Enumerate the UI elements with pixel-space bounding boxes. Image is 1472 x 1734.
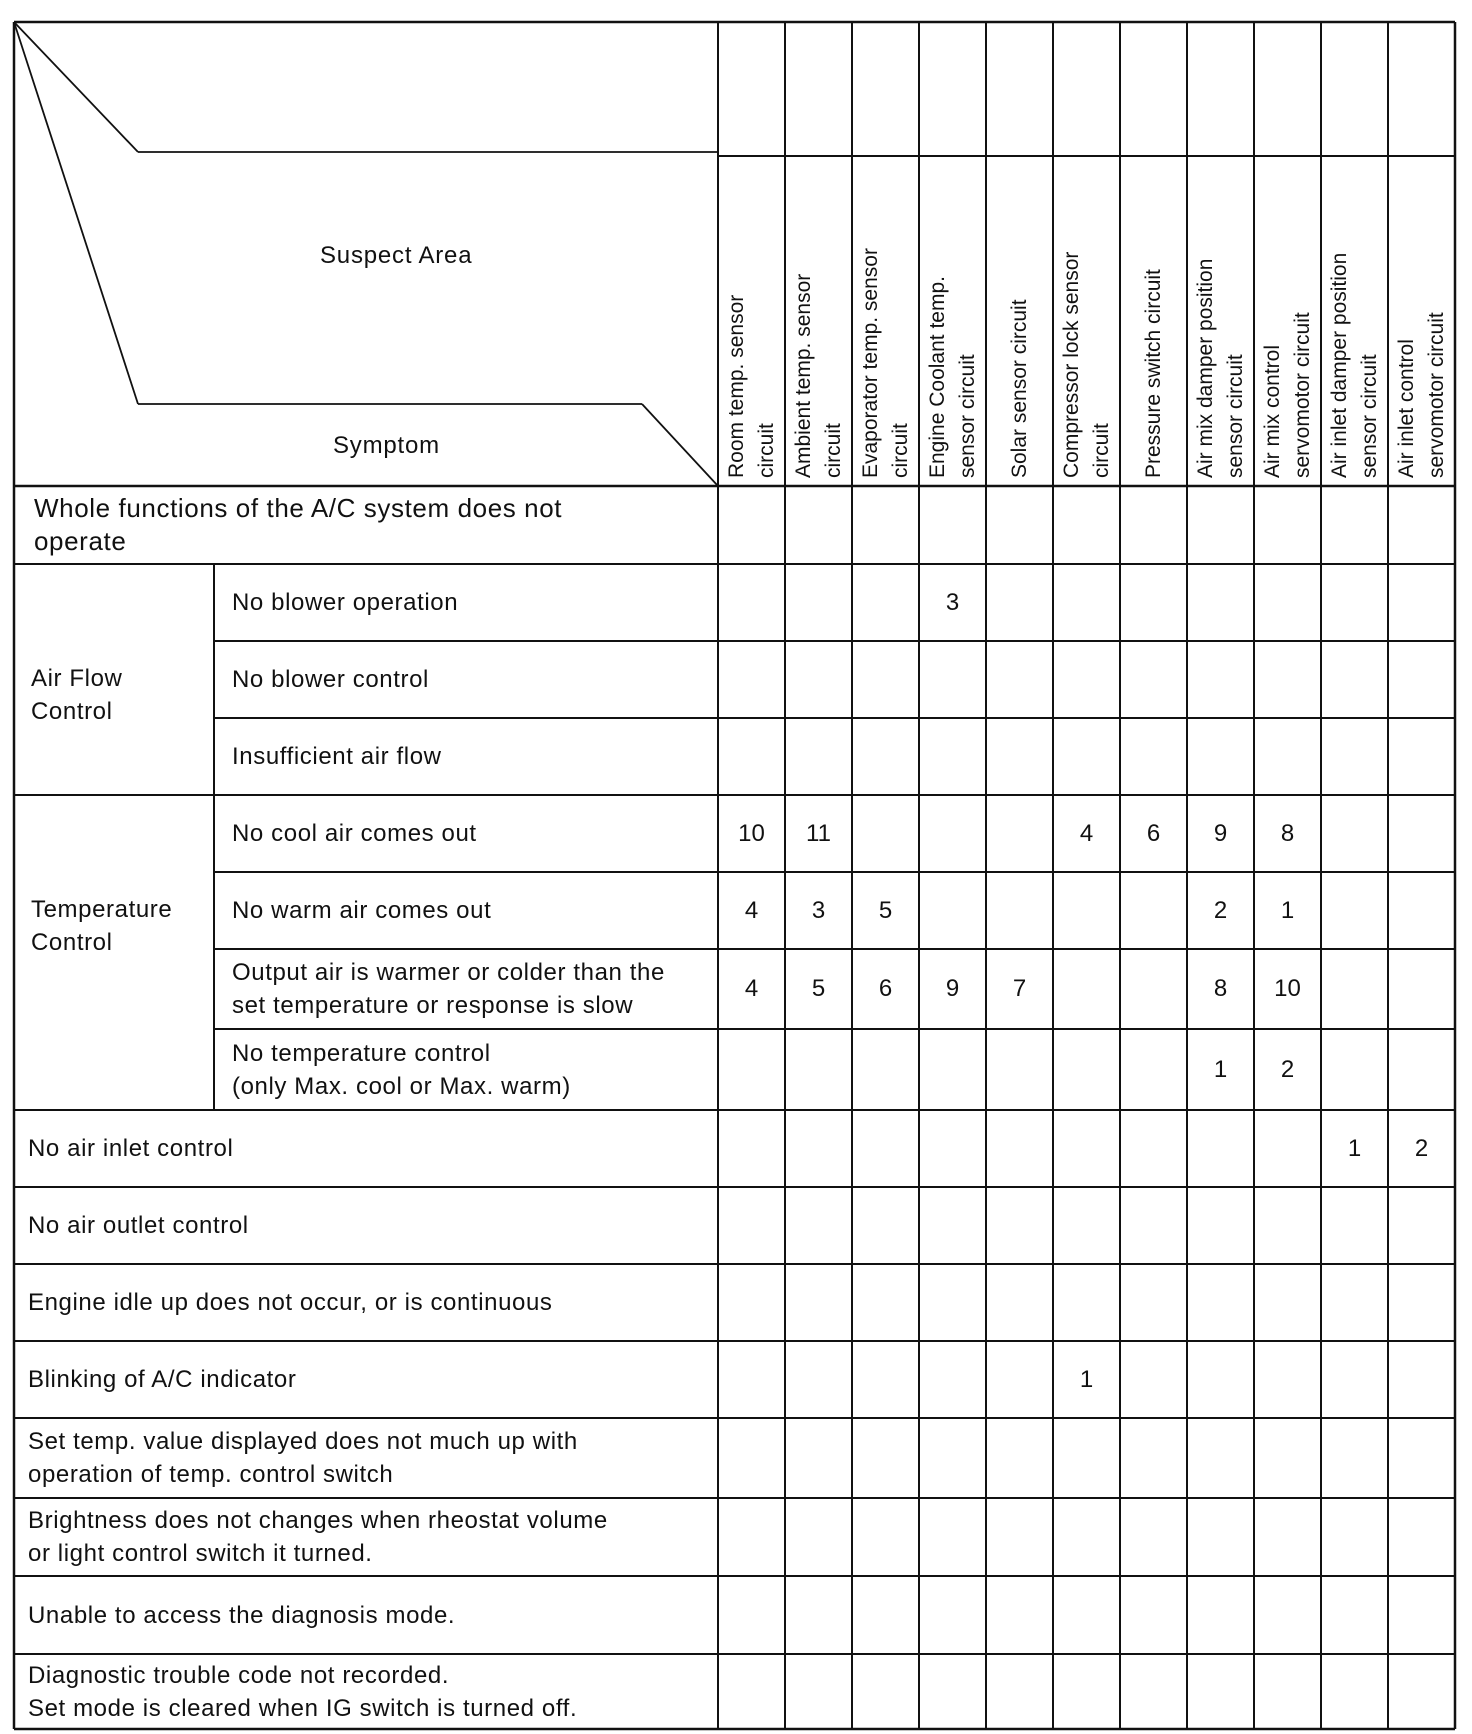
symptom-cell: No air outlet control xyxy=(28,1212,249,1239)
column-header: Air inlet damper position sensor circuit xyxy=(1327,252,1381,478)
priority-value: 1 xyxy=(1280,896,1295,924)
symptom-cell: No cool air comes out xyxy=(232,820,477,847)
symptom-cell: Whole functions of the A/C system does not operate xyxy=(34,493,563,556)
priority-value: 2 xyxy=(1280,1055,1295,1083)
column-header: Air mix damper position sensor circuit xyxy=(1193,258,1247,478)
symptom-cell: No air inlet control xyxy=(28,1135,234,1162)
priority-value: 1 xyxy=(1347,1134,1362,1162)
column-header: Air inlet control servomotor circuit xyxy=(1394,312,1448,478)
symptom-cell: Diagnostic trouble code not recorded. Set mode is cleared when IG switch is turned off. xyxy=(28,1661,578,1722)
priority-value: 3 xyxy=(945,588,960,616)
column-header: Room temp. sensor circuit xyxy=(724,294,778,478)
column-header: Compressor lock sensor circuit xyxy=(1059,251,1113,478)
priority-value: 4 xyxy=(744,975,759,1002)
priority-value: 7 xyxy=(1012,975,1027,1002)
symptom-cell: No blower control xyxy=(232,666,429,693)
column-header: Engine Coolant temp. sensor circuit xyxy=(925,276,979,478)
column-header: Evaporator temp. sensor circuit xyxy=(858,248,912,478)
priority-value: 10 xyxy=(738,819,765,847)
symptom-cell: Brightness does not changes when rheostat volume or light control switch it turned. xyxy=(28,1507,608,1567)
priority-value: 6 xyxy=(1146,819,1161,847)
symptom-cell: Unable to access the diagnosis mode. xyxy=(28,1601,456,1629)
priority-value: 8 xyxy=(1280,819,1295,847)
priority-value: 1 xyxy=(1213,1055,1228,1083)
symptom-cell: Engine idle up does not occur, or is continuous xyxy=(28,1289,553,1316)
priority-value: 4 xyxy=(744,896,759,924)
column-header: Pressure switch circuit xyxy=(1141,269,1165,478)
priority-value: 9 xyxy=(945,975,960,1002)
symptom-cell: Insufficient air flow xyxy=(232,743,442,770)
priority-value: 10 xyxy=(1274,975,1301,1002)
priority-value: 2 xyxy=(1414,1134,1429,1162)
column-header: Air mix control servomotor circuit xyxy=(1260,312,1314,478)
suspect-area-label: Suspect Area xyxy=(320,242,473,269)
priority-value: 8 xyxy=(1213,975,1228,1002)
priority-value: 9 xyxy=(1213,819,1228,847)
column-header: Ambient temp. sensor circuit xyxy=(791,273,845,478)
symptom-cell: Blinking of A/C indicator xyxy=(28,1366,297,1393)
column-header: Solar sensor circuit xyxy=(1007,299,1031,478)
priority-value: 1 xyxy=(1079,1365,1094,1393)
priority-value: 5 xyxy=(878,896,893,924)
symptom-cell: No blower operation xyxy=(232,589,459,616)
priority-value: 3 xyxy=(811,896,826,924)
group-air-flow-control: Air Flow Control xyxy=(31,665,123,725)
priority-value: 4 xyxy=(1079,819,1094,847)
diagonal-line xyxy=(642,404,718,486)
diagonal-line xyxy=(14,22,138,152)
diagonal-line xyxy=(14,22,138,404)
symptom-label: Symptom xyxy=(333,432,440,459)
symptom-cell: Output air is warmer or colder than the set temperature or response is slow xyxy=(232,959,665,1019)
symptom-cell: No temperature control (only Max. cool or Max. warm) xyxy=(232,1039,571,1100)
priority-value: 6 xyxy=(878,975,893,1002)
group-temperature-control: Temperature Control xyxy=(31,896,173,956)
symptom-cell: Set temp. value displayed does not much up with operation of temp. control switch xyxy=(28,1428,578,1488)
priority-value: 11 xyxy=(806,819,831,847)
symptom-cell: No warm air comes out xyxy=(232,897,492,924)
priority-value: 5 xyxy=(811,975,826,1002)
priority-value: 2 xyxy=(1213,896,1228,924)
